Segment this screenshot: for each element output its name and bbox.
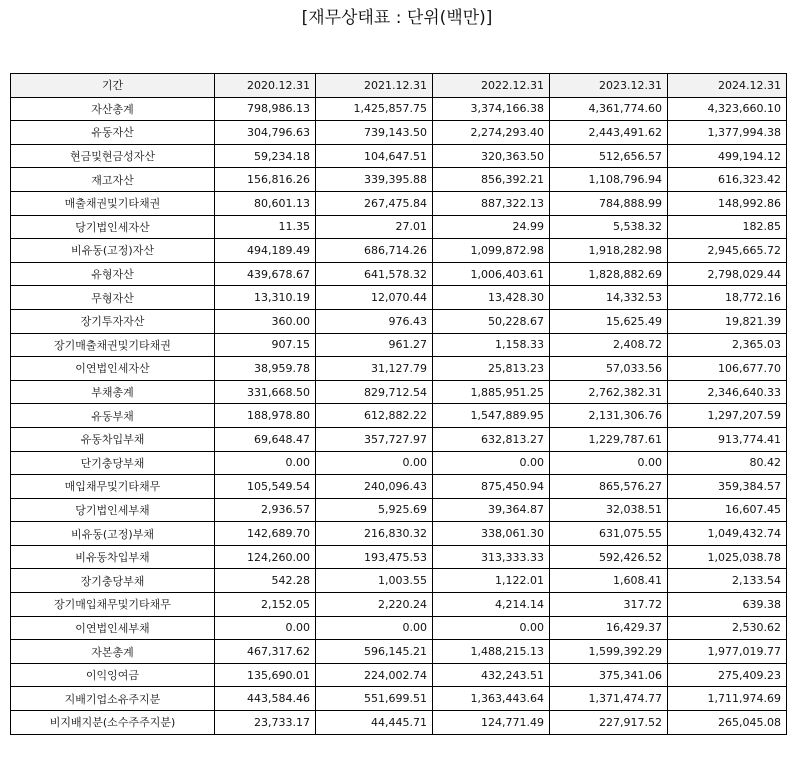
value-cell: 240,096.43 <box>316 475 433 499</box>
value-cell: 338,061.30 <box>433 522 550 546</box>
table-row <box>11 262 787 286</box>
value-cell: 2,133.54 <box>668 569 787 593</box>
value-cell: 631,075.55 <box>550 522 668 546</box>
value-cell: 5,925.69 <box>316 498 433 522</box>
value-cell: 375,341.06 <box>550 663 668 687</box>
value-cell: 2,274,293.40 <box>433 121 550 145</box>
value-cell: 616,323.42 <box>668 168 787 192</box>
year-header: 2021.12.31 <box>316 74 433 98</box>
value-cell: 2,365.03 <box>668 333 787 357</box>
table-row <box>11 663 787 687</box>
row-label: 재고자산 <box>11 168 215 192</box>
value-cell: 359,384.57 <box>668 475 787 499</box>
table-row <box>11 569 787 593</box>
value-cell: 467,317.62 <box>215 640 316 664</box>
row-label: 이연법인세자산 <box>11 357 215 381</box>
row-label: 무형자산 <box>11 286 215 310</box>
value-cell: 1,099,872.98 <box>433 239 550 263</box>
value-cell: 432,243.51 <box>433 663 550 687</box>
row-label: 당기법인세부채 <box>11 498 215 522</box>
table-row <box>11 286 787 310</box>
value-cell: 105,549.54 <box>215 475 316 499</box>
row-label: 자산총계 <box>11 97 215 121</box>
value-cell: 38,959.78 <box>215 357 316 381</box>
value-cell: 976.43 <box>316 309 433 333</box>
value-cell: 80,601.13 <box>215 191 316 215</box>
value-cell: 1,003.55 <box>316 569 433 593</box>
value-cell: 592,426.52 <box>550 545 668 569</box>
value-cell: 907.15 <box>215 333 316 357</box>
year-header: 2024.12.31 <box>668 74 787 98</box>
value-cell: 913,774.41 <box>668 427 787 451</box>
value-cell: 360.00 <box>215 309 316 333</box>
value-cell: 2,762,382.31 <box>550 380 668 404</box>
value-cell: 612,882.22 <box>316 404 433 428</box>
value-cell: 23,733.17 <box>215 711 316 735</box>
value-cell: 317.72 <box>550 593 668 617</box>
value-cell: 875,450.94 <box>433 475 550 499</box>
value-cell: 339,395.88 <box>316 168 433 192</box>
value-cell: 304,796.63 <box>215 121 316 145</box>
value-cell: 124,260.00 <box>215 545 316 569</box>
value-cell: 14,332.53 <box>550 286 668 310</box>
value-cell: 224,002.74 <box>316 663 433 687</box>
value-cell: 124,771.49 <box>433 711 550 735</box>
value-cell: 1,363,443.64 <box>433 687 550 711</box>
table-row <box>11 616 787 640</box>
value-cell: 2,936.57 <box>215 498 316 522</box>
row-label: 유형자산 <box>11 262 215 286</box>
row-label: 유동차입부채 <box>11 427 215 451</box>
value-cell: 1,599,392.29 <box>550 640 668 664</box>
value-cell: 80.42 <box>668 451 787 475</box>
table-row <box>11 309 787 333</box>
value-cell: 227,917.52 <box>550 711 668 735</box>
table-row <box>11 239 787 263</box>
period-header: 기간 <box>11 74 215 98</box>
value-cell: 19,821.39 <box>668 309 787 333</box>
value-cell: 13,310.19 <box>215 286 316 310</box>
value-cell: 265,045.08 <box>668 711 787 735</box>
value-cell: 25,813.23 <box>433 357 550 381</box>
value-cell: 2,152.05 <box>215 593 316 617</box>
value-cell: 2,530.62 <box>668 616 787 640</box>
value-cell: 3,374,166.38 <box>433 97 550 121</box>
value-cell: 13,428.30 <box>433 286 550 310</box>
value-cell: 27.01 <box>316 215 433 239</box>
value-cell: 1,297,207.59 <box>668 404 787 428</box>
row-label: 비유동차입부채 <box>11 545 215 569</box>
value-cell: 1,828,882.69 <box>550 262 668 286</box>
value-cell: 39,364.87 <box>433 498 550 522</box>
value-cell: 182.85 <box>668 215 787 239</box>
table-row <box>11 451 787 475</box>
value-cell: 1,122.01 <box>433 569 550 593</box>
value-cell: 1,488,215.13 <box>433 640 550 664</box>
value-cell: 961.27 <box>316 333 433 357</box>
value-cell: 216,830.32 <box>316 522 433 546</box>
value-cell: 267,475.84 <box>316 191 433 215</box>
value-cell: 0.00 <box>316 451 433 475</box>
balance-sheet-table <box>10 73 787 735</box>
value-cell: 1,229,787.61 <box>550 427 668 451</box>
value-cell: 798,986.13 <box>215 97 316 121</box>
value-cell: 313,333.33 <box>433 545 550 569</box>
value-cell: 632,813.27 <box>433 427 550 451</box>
value-cell: 106,677.70 <box>668 357 787 381</box>
table-row <box>11 593 787 617</box>
row-label: 장기매출채권및기타채권 <box>11 333 215 357</box>
value-cell: 1,377,994.38 <box>668 121 787 145</box>
value-cell: 2,131,306.76 <box>550 404 668 428</box>
header-row <box>11 74 787 98</box>
value-cell: 156,816.26 <box>215 168 316 192</box>
table-row <box>11 475 787 499</box>
table-row <box>11 404 787 428</box>
value-cell: 2,945,665.72 <box>668 239 787 263</box>
value-cell: 1,885,951.25 <box>433 380 550 404</box>
row-label: 현금및현금성자산 <box>11 144 215 168</box>
value-cell: 0.00 <box>433 451 550 475</box>
row-label: 매출채권및기타채권 <box>11 191 215 215</box>
value-cell: 639.38 <box>668 593 787 617</box>
row-label: 장기투자자산 <box>11 309 215 333</box>
table-body <box>11 97 787 734</box>
table-row <box>11 380 787 404</box>
value-cell: 499,194.12 <box>668 144 787 168</box>
table-row <box>11 427 787 451</box>
value-cell: 443,584.46 <box>215 687 316 711</box>
row-label: 유동자산 <box>11 121 215 145</box>
value-cell: 69,648.47 <box>215 427 316 451</box>
row-label: 유동부채 <box>11 404 215 428</box>
table-row <box>11 168 787 192</box>
value-cell: 57,033.56 <box>550 357 668 381</box>
table-row <box>11 191 787 215</box>
value-cell: 4,214.14 <box>433 593 550 617</box>
value-cell: 24.99 <box>433 215 550 239</box>
year-header: 2020.12.31 <box>215 74 316 98</box>
row-label: 당기법인세자산 <box>11 215 215 239</box>
page-title: [재무상태표 : 단위(백만)] <box>301 8 493 28</box>
value-cell: 59,234.18 <box>215 144 316 168</box>
year-header: 2023.12.31 <box>550 74 668 98</box>
value-cell: 1,977,019.77 <box>668 640 787 664</box>
row-label: 비유동(고정)자산 <box>11 239 215 263</box>
value-cell: 887,322.13 <box>433 191 550 215</box>
value-cell: 11.35 <box>215 215 316 239</box>
row-label: 부채총계 <box>11 380 215 404</box>
row-label: 장기매입채무및기타채무 <box>11 593 215 617</box>
value-cell: 193,475.53 <box>316 545 433 569</box>
value-cell: 1,608.41 <box>550 569 668 593</box>
table-row <box>11 498 787 522</box>
value-cell: 829,712.54 <box>316 380 433 404</box>
value-cell: 1,918,282.98 <box>550 239 668 263</box>
value-cell: 44,445.71 <box>316 711 433 735</box>
value-cell: 551,699.51 <box>316 687 433 711</box>
value-cell: 686,714.26 <box>316 239 433 263</box>
value-cell: 1,049,432.74 <box>668 522 787 546</box>
table-row <box>11 640 787 664</box>
value-cell: 2,798,029.44 <box>668 262 787 286</box>
value-cell: 1,158.33 <box>433 333 550 357</box>
value-cell: 641,578.32 <box>316 262 433 286</box>
table-row <box>11 333 787 357</box>
value-cell: 512,656.57 <box>550 144 668 168</box>
value-cell: 275,409.23 <box>668 663 787 687</box>
year-header: 2022.12.31 <box>433 74 550 98</box>
value-cell: 739,143.50 <box>316 121 433 145</box>
value-cell: 2,220.24 <box>316 593 433 617</box>
table-row <box>11 121 787 145</box>
value-cell: 1,006,403.61 <box>433 262 550 286</box>
row-label: 이연법인세부채 <box>11 616 215 640</box>
value-cell: 596,145.21 <box>316 640 433 664</box>
value-cell: 1,711,974.69 <box>668 687 787 711</box>
table-row <box>11 687 787 711</box>
value-cell: 18,772.16 <box>668 286 787 310</box>
value-cell: 784,888.99 <box>550 191 668 215</box>
value-cell: 2,443,491.62 <box>550 121 668 145</box>
value-cell: 865,576.27 <box>550 475 668 499</box>
value-cell: 439,678.67 <box>215 262 316 286</box>
value-cell: 1,425,857.75 <box>316 97 433 121</box>
row-label: 비지배지분(소수주주지분) <box>11 711 215 735</box>
value-cell: 148,992.86 <box>668 191 787 215</box>
row-label: 이익잉여금 <box>11 663 215 687</box>
value-cell: 12,070.44 <box>316 286 433 310</box>
value-cell: 0.00 <box>316 616 433 640</box>
table-row <box>11 215 787 239</box>
value-cell: 1,025,038.78 <box>668 545 787 569</box>
row-label: 비유동(고정)부채 <box>11 522 215 546</box>
value-cell: 4,323,660.10 <box>668 97 787 121</box>
value-cell: 1,547,889.95 <box>433 404 550 428</box>
table-row <box>11 144 787 168</box>
value-cell: 104,647.51 <box>316 144 433 168</box>
value-cell: 542.28 <box>215 569 316 593</box>
table-row <box>11 545 787 569</box>
value-cell: 5,538.32 <box>550 215 668 239</box>
table-row <box>11 357 787 381</box>
value-cell: 0.00 <box>550 451 668 475</box>
value-cell: 856,392.21 <box>433 168 550 192</box>
row-label: 장기충당부채 <box>11 569 215 593</box>
row-label: 매입채무및기타채무 <box>11 475 215 499</box>
row-label: 지배기업소유주지분 <box>11 687 215 711</box>
value-cell: 2,408.72 <box>550 333 668 357</box>
value-cell: 0.00 <box>215 616 316 640</box>
value-cell: 357,727.97 <box>316 427 433 451</box>
value-cell: 188,978.80 <box>215 404 316 428</box>
value-cell: 2,346,640.33 <box>668 380 787 404</box>
row-label: 단기충당부채 <box>11 451 215 475</box>
value-cell: 0.00 <box>433 616 550 640</box>
value-cell: 494,189.49 <box>215 239 316 263</box>
table-row <box>11 522 787 546</box>
value-cell: 4,361,774.60 <box>550 97 668 121</box>
table-row <box>11 97 787 121</box>
value-cell: 135,690.01 <box>215 663 316 687</box>
value-cell: 15,625.49 <box>550 309 668 333</box>
value-cell: 142,689.70 <box>215 522 316 546</box>
value-cell: 31,127.79 <box>316 357 433 381</box>
value-cell: 50,228.67 <box>433 309 550 333</box>
value-cell: 0.00 <box>215 451 316 475</box>
table-row <box>11 711 787 735</box>
value-cell: 16,429.37 <box>550 616 668 640</box>
table-header <box>11 74 787 98</box>
value-cell: 1,108,796.94 <box>550 168 668 192</box>
value-cell: 16,607.45 <box>668 498 787 522</box>
value-cell: 331,668.50 <box>215 380 316 404</box>
value-cell: 320,363.50 <box>433 144 550 168</box>
row-label: 자본총계 <box>11 640 215 664</box>
value-cell: 1,371,474.77 <box>550 687 668 711</box>
value-cell: 32,038.51 <box>550 498 668 522</box>
